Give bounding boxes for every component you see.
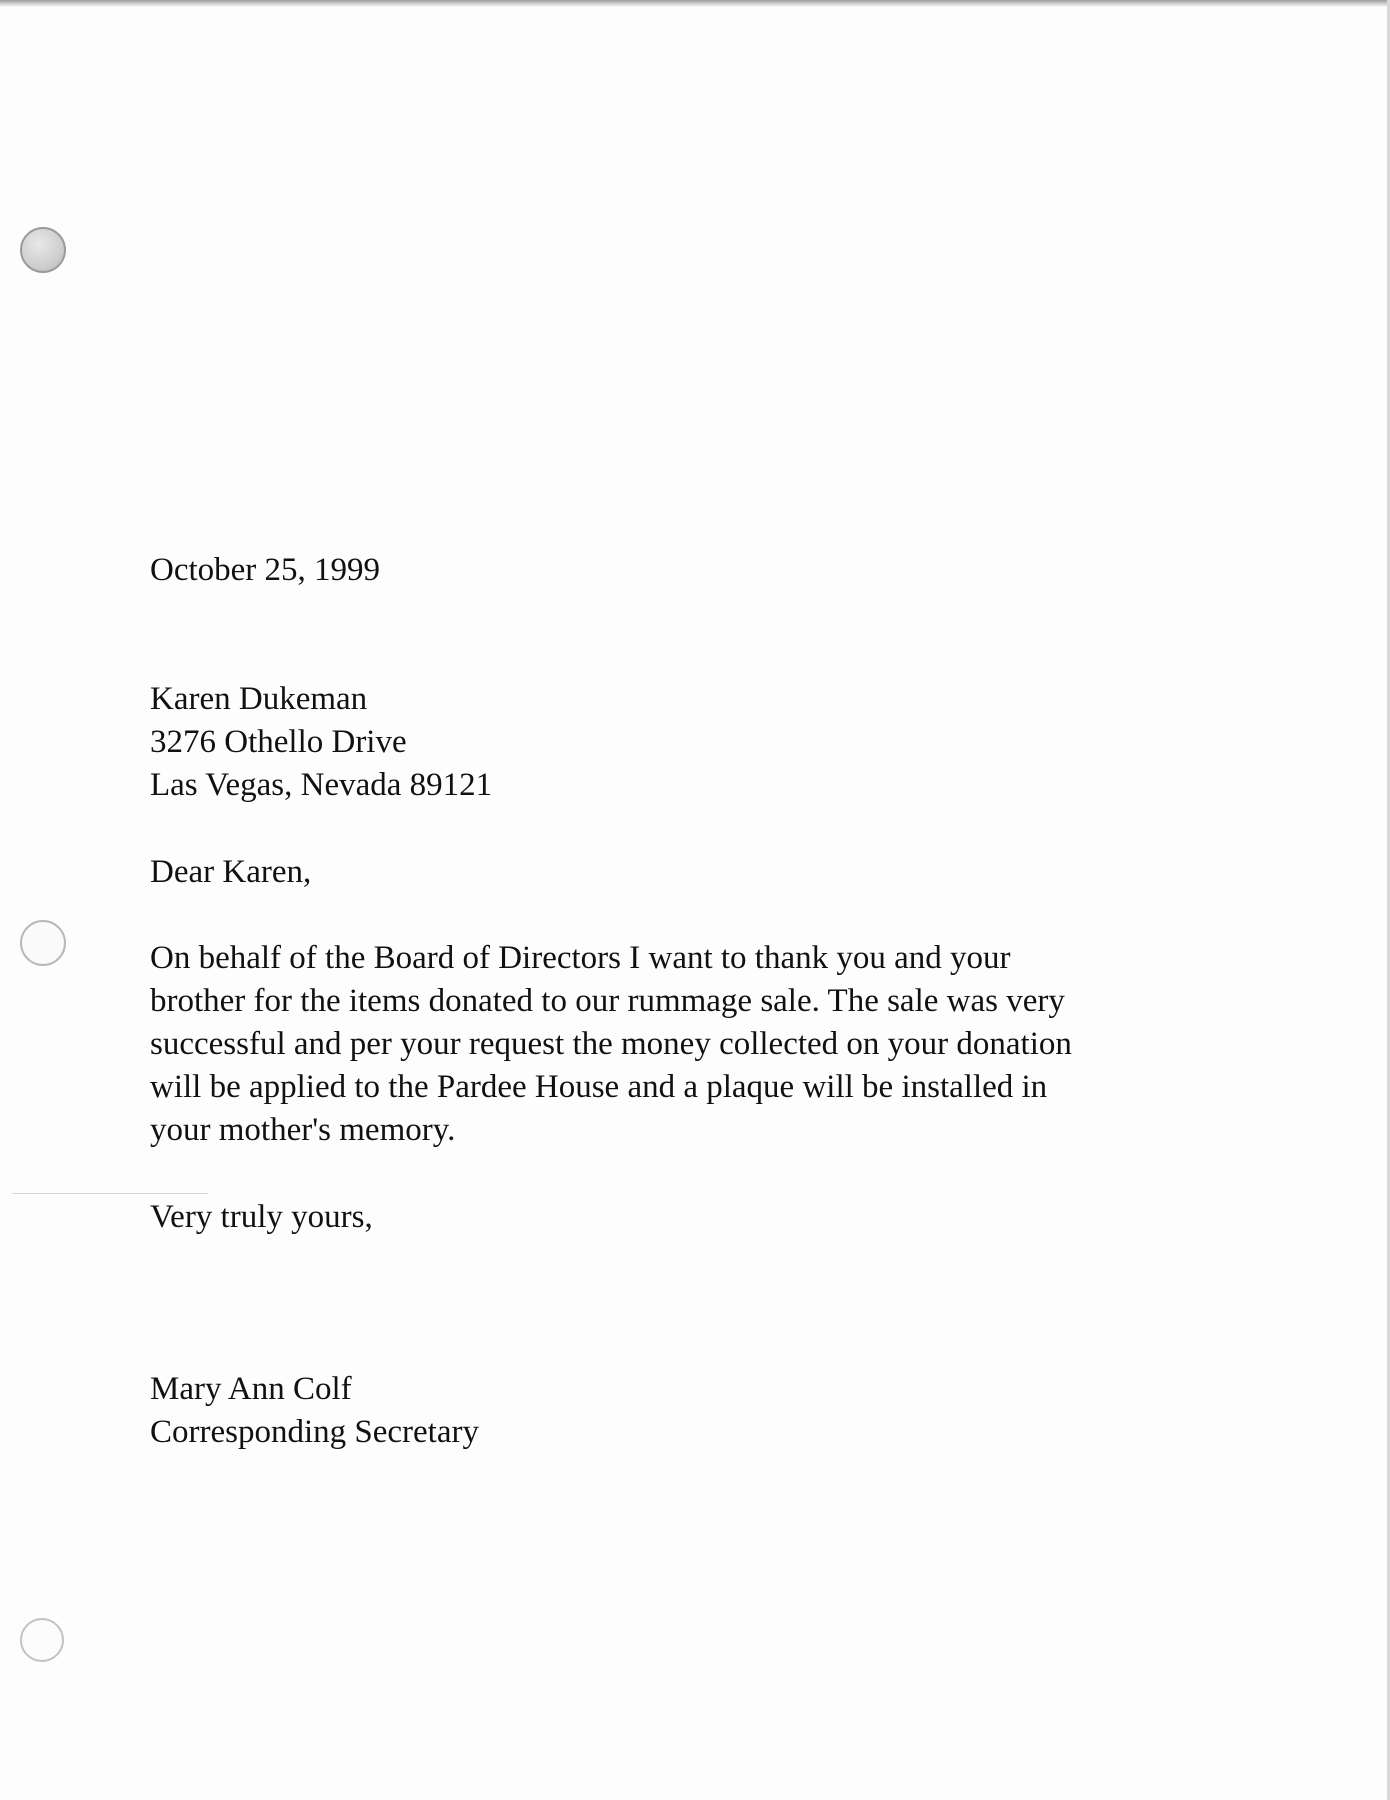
recipient-name: Karen Dukeman <box>150 681 368 717</box>
scan-top-edge <box>0 0 1390 7</box>
paragraph-line: your mother's memory. <box>150 1112 456 1148</box>
recipient-city-state-zip: Las Vegas, Nevada 89121 <box>150 767 493 803</box>
recipient-street: 3276 Othello Drive <box>150 724 407 760</box>
signer-name: Mary Ann Colf <box>150 1371 352 1407</box>
punch-hole-middle <box>20 920 66 966</box>
punch-hole-top <box>20 227 66 273</box>
letter-paragraph <box>150 937 1250 1152</box>
paragraph-line: successful and per your request the money collected on your donation <box>150 1026 1072 1062</box>
punch-hole-bottom <box>20 1618 64 1662</box>
signer-title: Corresponding Secretary <box>150 1414 479 1450</box>
signature-block <box>150 1368 1250 1454</box>
recipient-address <box>150 678 1250 807</box>
letter-date: October 25, 1999 <box>150 552 381 588</box>
paragraph-line: On behalf of the Board of Directors I want to thank you and your <box>150 940 1011 976</box>
salutation: Dear Karen, <box>150 854 312 890</box>
closing: Very truly yours, <box>150 1199 373 1235</box>
paragraph-line: will be applied to the Pardee House and a plaque will be installed in <box>150 1069 1048 1105</box>
paragraph-line: brother for the items donated to our rummage sale. The sale was very <box>150 983 1065 1019</box>
letter-body <box>150 549 1250 1454</box>
